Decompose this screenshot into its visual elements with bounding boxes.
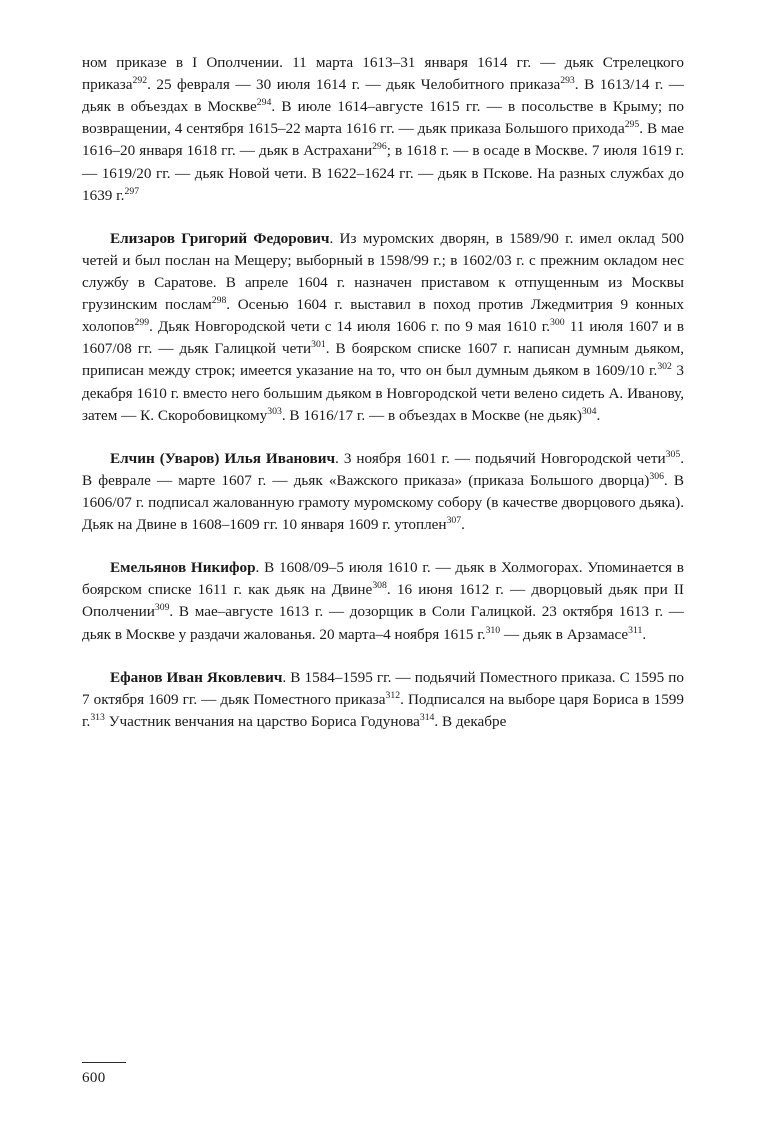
footer-divider <box>82 1062 126 1063</box>
page-number: 600 <box>82 1070 106 1086</box>
page-footer <box>82 1062 682 1087</box>
entry-emelyanov: Емельянов Никифор. В 1608/09–5 июля 1610 г. — дьяк в Холмогорах. Упоминается в боярском списке 1611 г. как дьяк на Двине$^{308}$. 16 июня 1612 г. — дворцовый дьяк при II Ополчении$^{309}$. В мае–августе 1613 г. — дозорщик в Соли Галицкой. 23 октября 1613 г. — дьяк в Москве у раздачи жалованья. 20 марта–4 ноября 1615 г.$^{310}$ — дьяк в Арзамасе$^{311}$. <box>82 559 684 643</box>
entry-efanov: Ефанов Иван Яковлевич. В 1584–1595 гг. — подьячий Поместного приказа. С 1595 по 7 октября 1609 гг. — дьяк Поместного приказа$^{312}$. Подписался на выборе царя Бориса в 1599 г.$^{313}$ Участник венчания на царство Бориса Годунова$^{314}$. В декабре <box>82 668 684 730</box>
page-body <box>82 52 684 733</box>
entry-elizarov: Елизаров Григорий Федорович. Из муромских дворян, в 1589/90 г. имел оклад 500 четей и был послан на Мещеру; выборный в 1598/99 г.; в 1602/03 г. с прежним окладом нес службу в Саратове. В апреле 1604 г. назначен приставом к отпущенным из Москвы грузинским послам$^{298}$. Осенью 1604 г. выставил в поход против Лжедмитрия 9 конных холопов$^{299}$. Дьяк Новгородской чети с 14 июля 1606 г. по 9 мая 1610 г.$^{300}$ 11 июля 1607 и в 1607/08 гг. — дьяк Галицкой чети$^{301}$. В боярском списке 1607 г. написан думным дьяком, приписан между строк; имеется указание на то, что он был думным дьяком в 1609/10 г.$^{302}$ 3 декабря 1610 г. вместо него большим дьяком в Новгородской чети велено сидеть А. Иванову, затем — К. Скоробовицкому$^{303}$. В 1616/17 г. — в объездах в Москве (не дьяк)$^{304}$. <box>82 229 685 424</box>
paragraph-continuation: ном приказе в I Ополчении. 11 марта 1613–31 января 1614 гг. — дьяк Стрелецкого приказа$^{292}$. 25 февраля — 30 июля 1614 г. — дьяк Челобитного приказа$^{293}$. В 1613/14 г. — дьяк в объездах в Москве$^{294}$. В июле 1614–августе 1615 гг. — в посольстве в Крыму; по возвращении, 4 сентября 1615–22 марта 1616 гг. — дьяк приказа Большого прихода$^{295}$. В мае 1616–20 января 1618 гг. — дьяк в Астрахани$^{296}$; в 1618 г. — в осаде в Москве. 7 июля 1619 г. — 1619/20 гг. — дьяк Новой чети. В 1622–1624 гг. — дьяк в Пскове. На разных службах до 1639 г.$^{297}$ <box>82 54 684 204</box>
entry-elchin: Елчин (Уваров) Илья Иванович. 3 ноября 1601 г. — подьячий Новгородской чети$^{305}$. В феврале — марте 1607 г. — дьяк «Важского приказа» (приказа Большого дворца)$^{306}$. В 1606/07 г. подписал жалованную грамоту муромскому собору (в качестве дворцового дьяка). Дьяк на Двине в 1608–1609 гг. 10 января 1609 г. утоплен$^{307}$. <box>82 448 684 534</box>
